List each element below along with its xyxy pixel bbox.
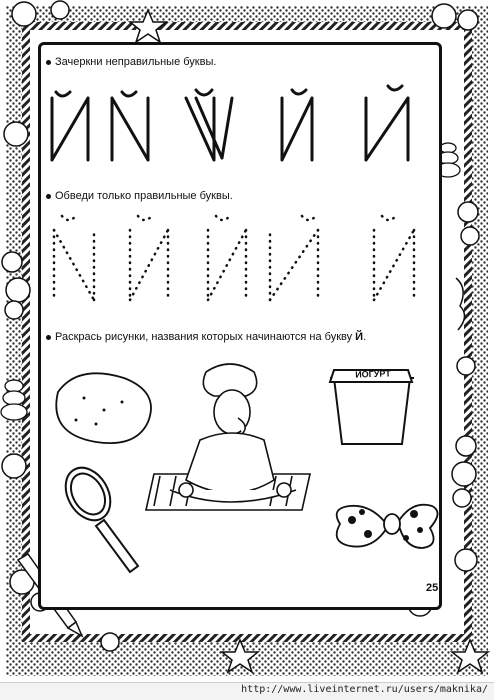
task-3-text: Раскрась рисунки, названия которых начинаются на букву <box>55 331 356 343</box>
fakir-figure-icon <box>146 364 310 510</box>
yogurt-label: ЙОГУРТ <box>355 368 391 380</box>
watermark-footer <box>0 682 494 700</box>
footer-url: http://www.liveinternet.ru/users/maknika/ <box>241 684 488 695</box>
magnifying-glass-icon <box>57 460 138 572</box>
bow-tie-icon <box>337 505 438 548</box>
task-2-text: Обведи только правильные буквы. <box>55 190 233 202</box>
potato-icon <box>56 373 151 443</box>
task-1-text: Зачеркни неправильные буквы. <box>55 56 217 68</box>
yogurt-cup-icon <box>330 370 414 444</box>
task-3-after: . <box>363 331 367 343</box>
task-3-emph-letter: Й <box>355 331 364 343</box>
page-number: 25 <box>426 582 439 594</box>
